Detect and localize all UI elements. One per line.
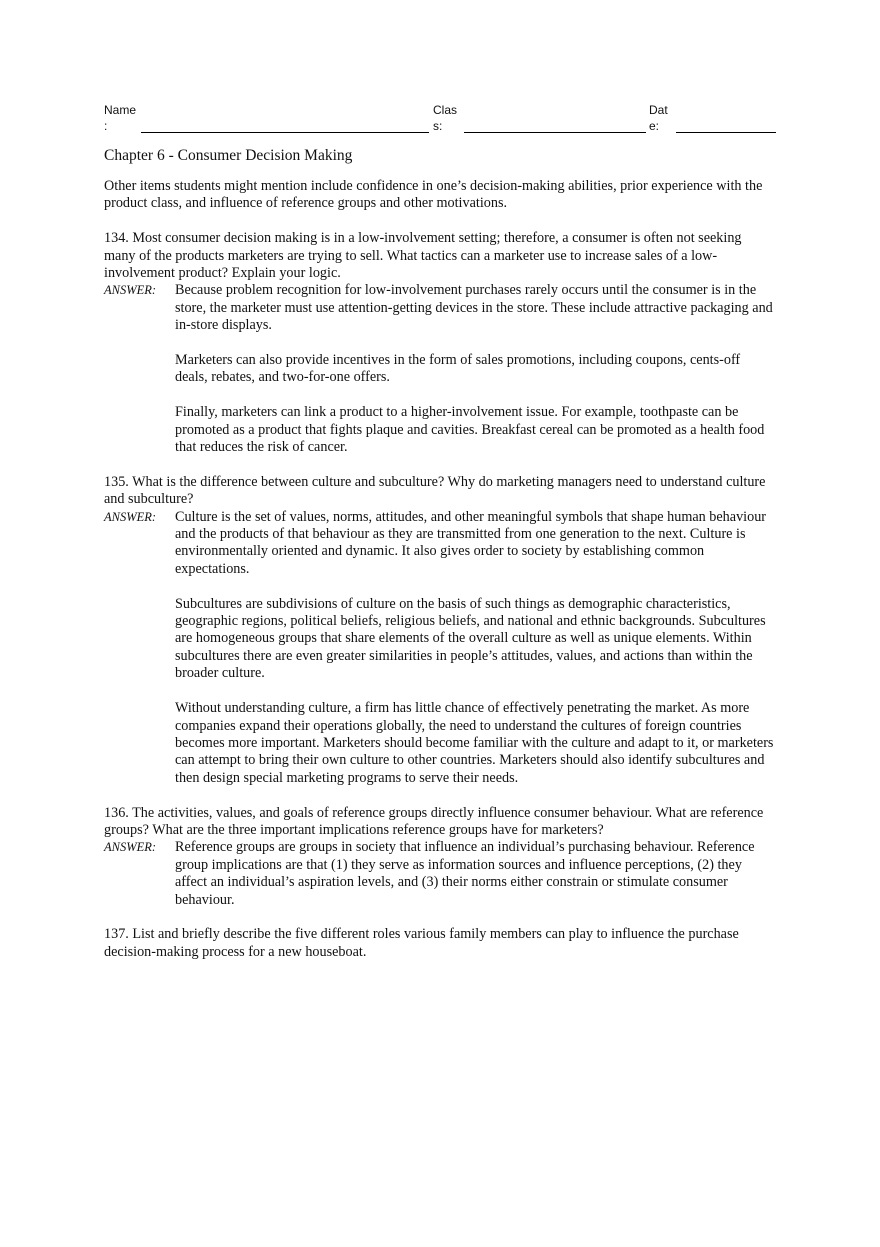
class-field[interactable]: [433, 103, 458, 133]
class-blank-line[interactable]: [464, 132, 646, 133]
answer-paragraph: Reference groups are groups in society that influence an individual’s purchasing behaviour. Reference group implications are that (1) they serve as information sources and influence perceptions, (2) they affect an individual’s aspiration levels, and (3) their norms either constrain or stimulate consumer behaviour.: [175, 839, 755, 908]
name-label-colon: :: [104, 119, 108, 133]
name-field[interactable]: [104, 103, 137, 133]
date-label-suffix: e:: [649, 119, 660, 133]
question-content: [104, 178, 776, 961]
question-text: 135. What is the difference between culture and subculture? Why do marketing managers need to understand culture and subculture?: [104, 473, 766, 508]
answer-body: [175, 509, 776, 787]
answer-paragraph: Marketers can also provide incentives in the form of sales promotions, including coupons, cents-off deals, rebates, and two-for-one offers.: [175, 352, 741, 386]
question-137: [104, 926, 776, 961]
answer-body: [175, 282, 776, 456]
date-field[interactable]: [649, 103, 668, 133]
date-blank-line[interactable]: [676, 132, 776, 133]
answer-body: [175, 839, 776, 909]
answer-paragraph: Culture is the set of values, norms, attitudes, and other meaningful symbols that shape human behaviour and the products of that behaviour as they are transmitted from one generation to the next. Culture is environmentally oriented and dynamic. It also gives order to society by establishing common expectations.: [175, 508, 767, 577]
answer-block: [104, 509, 776, 787]
question-134: [104, 230, 776, 456]
answer-label: ANSWER:: [104, 509, 157, 524]
answer-paragraph: Subcultures are subdivisions of culture on the basis of such things as demographic characteristics, geographic regions, political beliefs, religious beliefs, and national and ethnic backgrounds. Subcultures are homogeneous groups that share elements of the overall culture as well as unique elements. Within subcultures there are even greater similarities in people’s attitudes, values, and actions than within the broader culture.: [175, 595, 766, 682]
name-blank-line[interactable]: [141, 132, 429, 133]
class-label: Clas: [433, 103, 458, 117]
answer-paragraph: Without understanding culture, a firm has little chance of effectively penetrating the market. As more companies expand their operations globally, the need to understand the cultures of foreign countries becomes more important. Marketers should become familiar with the culture and adapt to it, or marketers can attempt to bring their own culture to other countries. Marketers should also identify subcultures and then design special marketing programs to serve their needs.: [175, 700, 774, 786]
question-text: 136. The activities, values, and goals of reference groups directly influence consumer behaviour. What are reference groups? What are the three important implications reference groups have for marketers?: [104, 804, 764, 838]
name-class-date-header: [104, 103, 776, 137]
date-label: Dat: [649, 103, 668, 117]
answer-block: [104, 282, 776, 456]
question-135: [104, 474, 776, 787]
class-label-suffix: s:: [433, 119, 443, 133]
answer-paragraph: Finally, marketers can link a product to a higher-involvement issue. For example, toothpaste can be promoted as a product that fights plaque and cavities. Breakfast cereal can be promoted as a health food that reduces the risk of cancer.: [175, 404, 765, 456]
question-text: 134. Most consumer decision making is in a low-involvement setting; therefore, a consumer is often not seeking many of the products marketers are trying to sell. What tactics can a marketer use to increase sales of a low-involvement product? Explain your logic.: [104, 230, 742, 282]
chapter-title: Chapter 6 - Consumer Decision Making: [104, 147, 353, 164]
answer-label: ANSWER:: [104, 840, 157, 855]
question-text: 137. List and briefly describe the five different roles various family members can play to influence the purchase decision-making process for a new houseboat.: [104, 926, 739, 960]
answer-label: ANSWER:: [104, 283, 157, 298]
continuation-paragraph: Other items students might mention include confidence in one’s decision-making abilities, prior experience with the product class, and influence of reference groups and other motivations.: [104, 178, 763, 212]
question-136: [104, 805, 776, 909]
answer-paragraph: Because problem recognition for low-involvement purchases rarely occurs until the consumer is in the store, the marketer must use attention-getting devices in the store. These include attractive packaging and in-store displays.: [175, 282, 773, 334]
name-label: Name: [104, 103, 137, 117]
answer-block: [104, 839, 776, 909]
